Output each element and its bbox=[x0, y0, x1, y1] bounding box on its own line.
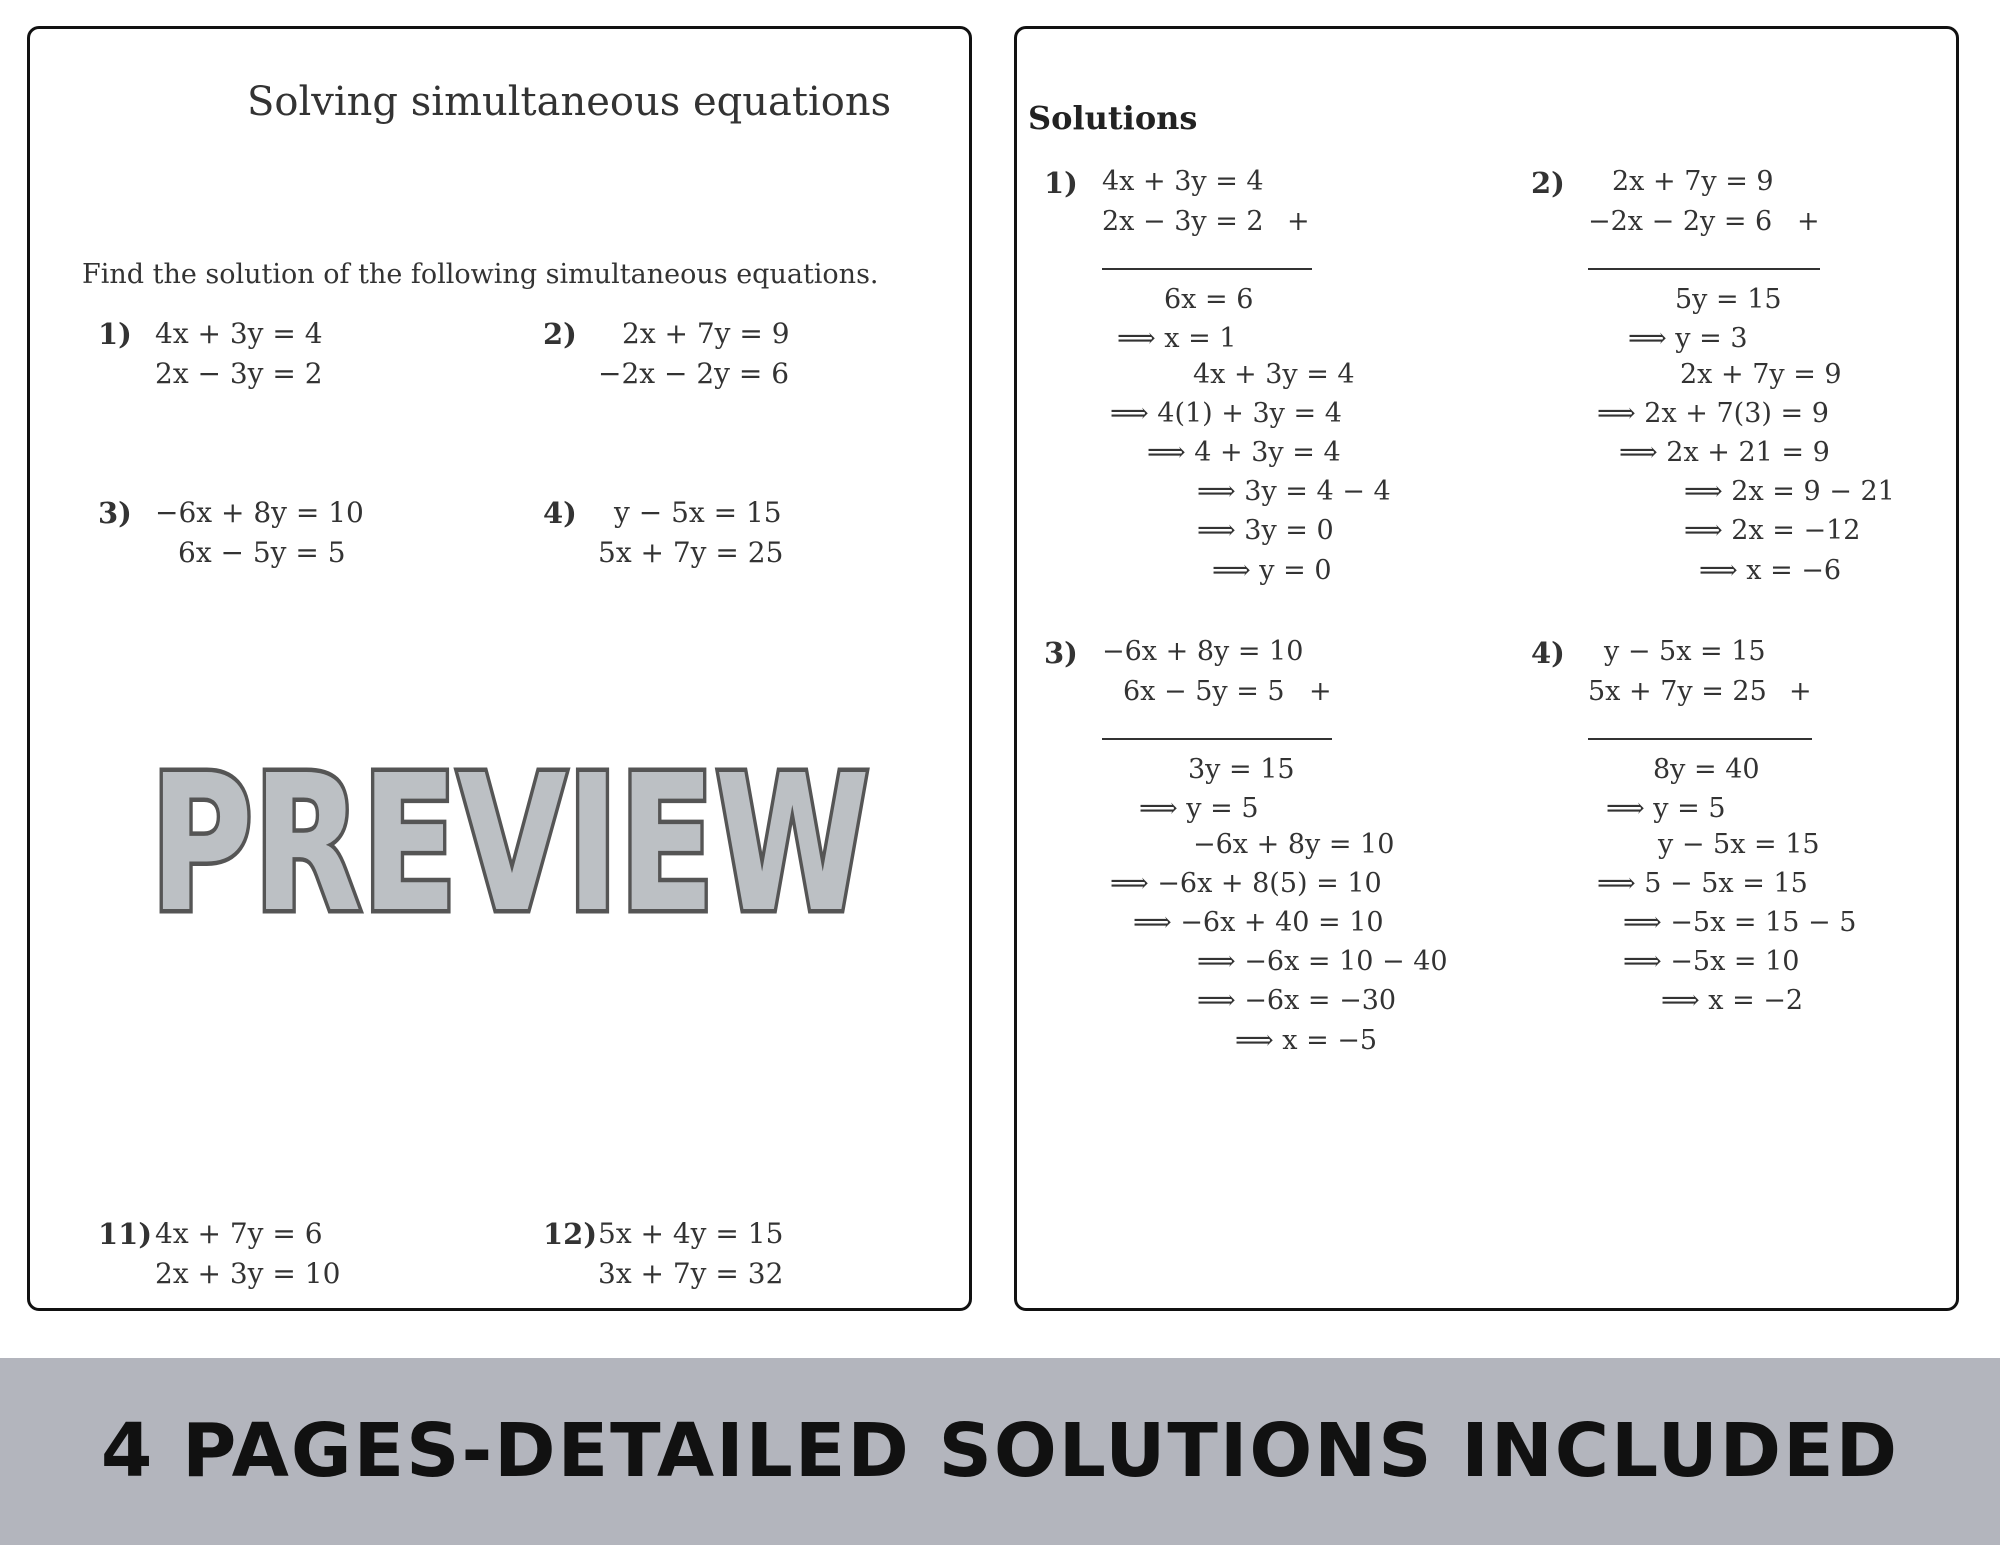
equation: 5x + 4y = 15 bbox=[598, 1217, 784, 1250]
problem-number: 1) bbox=[98, 317, 132, 351]
solution-step: ⟹ 2x = 9 − 21 bbox=[1684, 476, 1895, 507]
problem-number: 4) bbox=[543, 496, 577, 530]
plus-sign: + bbox=[1309, 676, 1332, 707]
solution-step: ⟹ x = 1 bbox=[1117, 323, 1237, 354]
worksheet-page bbox=[27, 26, 972, 1311]
equation: 4x + 7y = 6 bbox=[155, 1217, 323, 1250]
solution-step: ⟹ −5x = 15 − 5 bbox=[1623, 907, 1857, 938]
solution-step: ⟹ y = 0 bbox=[1212, 555, 1332, 586]
sum-rule bbox=[1588, 268, 1820, 270]
sum-rule bbox=[1102, 738, 1332, 740]
solution-step: 4x + 3y = 4 bbox=[1193, 359, 1355, 390]
solution-number: 1) bbox=[1044, 166, 1078, 200]
solution-step: 5y = 15 bbox=[1675, 284, 1782, 315]
equation: −2x − 2y = 6 bbox=[598, 357, 790, 390]
equation: 5x + 7y = 25 bbox=[598, 536, 784, 569]
solution-number: 2) bbox=[1531, 166, 1565, 200]
worksheet-title: Solving simultaneous equations bbox=[247, 79, 892, 125]
equation: 5x + 7y = 25 bbox=[1588, 676, 1767, 707]
equation: 6x − 5y = 5 bbox=[178, 536, 346, 569]
solution-step: ⟹ 2x = −12 bbox=[1684, 515, 1861, 546]
solution-step: 3y = 15 bbox=[1188, 754, 1295, 785]
solution-step: ⟹ 3y = 0 bbox=[1197, 515, 1334, 546]
solution-step: ⟹ −6x + 40 = 10 bbox=[1133, 907, 1384, 938]
solution-step: ⟹ y = 5 bbox=[1606, 793, 1726, 824]
instructions: Find the solution of the following simultaneous equations. bbox=[82, 259, 879, 290]
equation: 2x + 7y = 9 bbox=[1612, 166, 1774, 197]
solution-step: y − 5x = 15 bbox=[1658, 829, 1820, 860]
solution-number: 3) bbox=[1044, 636, 1078, 670]
solution-step: 8y = 40 bbox=[1653, 754, 1760, 785]
solution-step: ⟹ −6x = −30 bbox=[1197, 985, 1397, 1016]
equation: −2x − 2y = 6 bbox=[1588, 206, 1773, 237]
equation: −6x + 8y = 10 bbox=[1102, 636, 1304, 667]
equation: 2x − 3y = 2 bbox=[1102, 206, 1264, 237]
equation: 4x + 3y = 4 bbox=[155, 317, 323, 350]
problem-number: 12) bbox=[543, 1217, 598, 1251]
solution-step: ⟹ x = −2 bbox=[1661, 985, 1804, 1016]
solution-step: ⟹ −6x = 10 − 40 bbox=[1197, 946, 1448, 977]
equation: y − 5x = 15 bbox=[614, 496, 782, 529]
problem-number: 11) bbox=[98, 1217, 153, 1251]
equation: −6x + 8y = 10 bbox=[155, 496, 364, 529]
solution-step: ⟹ 5 − 5x = 15 bbox=[1597, 868, 1808, 899]
equation: 3x + 7y = 32 bbox=[598, 1257, 784, 1290]
solution-step: ⟹ −6x + 8(5) = 10 bbox=[1110, 868, 1382, 899]
solution-step: ⟹ x = −5 bbox=[1235, 1025, 1378, 1056]
sum-rule bbox=[1102, 268, 1312, 270]
equation: y − 5x = 15 bbox=[1604, 636, 1766, 667]
solution-step: ⟹ y = 5 bbox=[1139, 793, 1259, 824]
solution-step: ⟹ 4(1) + 3y = 4 bbox=[1110, 398, 1342, 429]
plus-sign: + bbox=[1287, 206, 1310, 237]
equation: 4x + 3y = 4 bbox=[1102, 166, 1264, 197]
solutions-heading: Solutions bbox=[1028, 99, 1198, 137]
solution-step: 2x + 7y = 9 bbox=[1680, 359, 1842, 390]
solution-step: 6x = 6 bbox=[1164, 284, 1254, 315]
solution-step: ⟹ 4 + 3y = 4 bbox=[1147, 437, 1341, 468]
equation: 2x − 3y = 2 bbox=[155, 357, 323, 390]
solution-step: ⟹ y = 3 bbox=[1628, 323, 1748, 354]
equation: 6x − 5y = 5 bbox=[1123, 676, 1285, 707]
solution-step: ⟹ −5x = 10 bbox=[1623, 946, 1800, 977]
solution-step: ⟹ x = −6 bbox=[1699, 555, 1842, 586]
preview-watermark bbox=[130, 735, 890, 954]
problem-number: 3) bbox=[98, 496, 132, 530]
equation: 2x + 7y = 9 bbox=[622, 317, 790, 350]
banner-text: 4 PAGES-DETAILED SOLUTIONS INCLUDED bbox=[100, 1408, 1900, 1494]
solution-step: ⟹ 3y = 4 − 4 bbox=[1197, 476, 1391, 507]
solution-step: −6x + 8y = 10 bbox=[1193, 829, 1395, 860]
solution-step: ⟹ 2x + 21 = 9 bbox=[1619, 437, 1830, 468]
promo-banner bbox=[0, 1358, 2000, 1545]
solution-number: 4) bbox=[1531, 636, 1565, 670]
watermark-text: PREVIEW bbox=[150, 735, 870, 954]
sum-rule bbox=[1588, 738, 1812, 740]
equation: 2x + 3y = 10 bbox=[155, 1257, 341, 1290]
plus-sign: + bbox=[1789, 676, 1812, 707]
problem-number: 2) bbox=[543, 317, 577, 351]
solution-step: ⟹ 2x + 7(3) = 9 bbox=[1597, 398, 1829, 429]
plus-sign: + bbox=[1797, 206, 1820, 237]
solutions-page bbox=[1014, 26, 1959, 1311]
